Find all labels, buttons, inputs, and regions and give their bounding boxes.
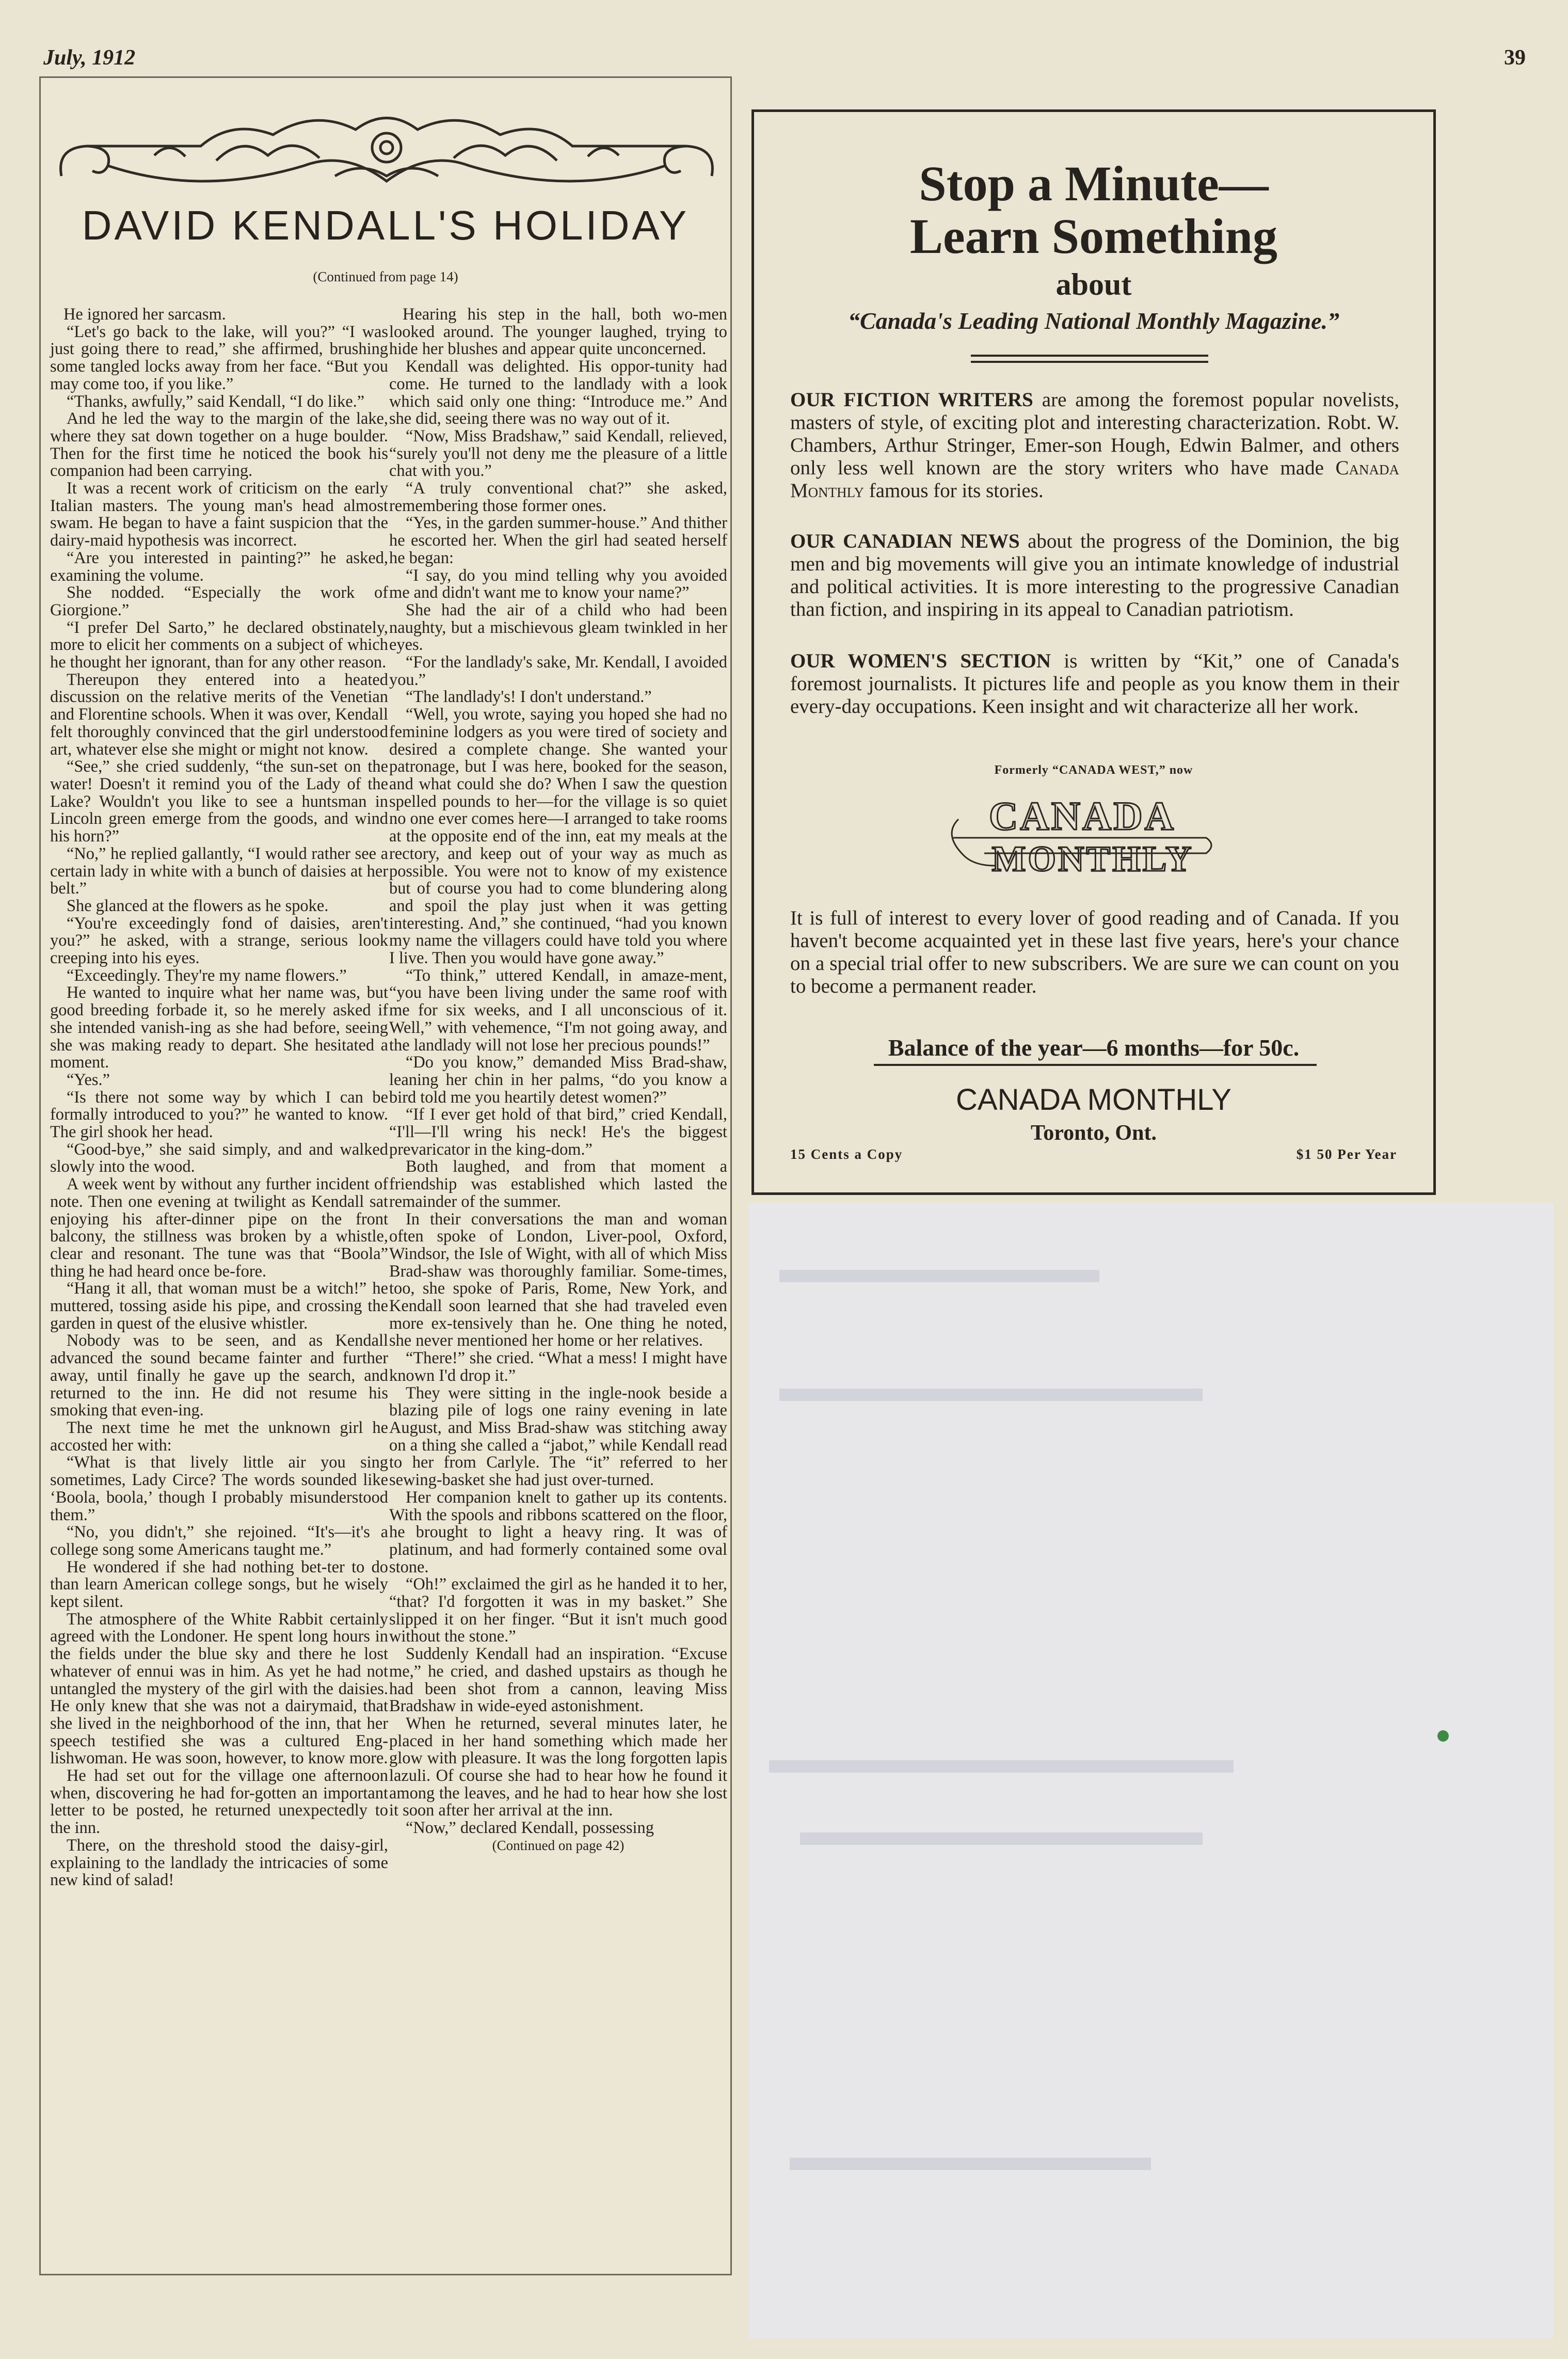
ad-headline (754, 157, 1433, 263)
canada-monthly-logo (938, 788, 1227, 886)
story-column-2 (389, 306, 727, 1855)
paragraph: When he returned, several minutes later, he placed in her hand something which made her glow with pleasure. It was the long forgotten lapis lazuli. Of course she had to hear how he found it among the leaves, and he had to hear how she lost it soon after her arrival at the inn. (389, 1714, 727, 1820)
svg-text:CANADA: CANADA (989, 793, 1176, 838)
price-per-copy: 15 Cents a Copy (790, 1146, 903, 1162)
page-number: 39 (1504, 46, 1526, 70)
price-per-year: $1 50 Per Year (1296, 1146, 1397, 1162)
ad-fiction-section: OUR FICTION WRITERS are among the foremost popular novelists, masters of style, of exciting plot and interesting characterization. Robt. W. Chambers, Arthur Stringer, Emer-son Hough, Edwin Balmer, and others only less well known are the story writers who have made Canada Monthly famous for its stories. (790, 389, 1399, 502)
bleed-through-band (779, 1270, 1099, 1282)
paragraph: “There!” she cried. “What a mess! I might have known I'd drop it.” (389, 1349, 727, 1385)
paragraph: “To think,” uttered Kendall, in amaze-ment, “you have been living under the same roof with me for six weeks, and I all unconscious of it. Well,” with vehemence, “I'm not going away, and the landlady will not lose her precious pounds!” (389, 966, 727, 1055)
ad-pitch: It is full of interest to every lover of good reading and of Canada. If you haven't become acquainted yet in these last five years, here's your chance on a special trial offer to new subscribers. We are sure we can count on you to become a permanent reader. (790, 907, 1399, 997)
paragraph: She nodded. “Especially the work of Giorgione.” (50, 583, 388, 619)
paragraph: “Now,” declared Kendall, possessing (406, 1819, 654, 1838)
paragraph: “No,” he replied gallantly, “I would rather see a certain lady in white with a bunch of daisies at her belt.” (50, 844, 388, 898)
paragraph: In their conversations the man and woman often spoke of London, Liver-pool, Oxford, Windsor, the Isle of Wight, with all of which Miss Brad-shaw was thoroughly familiar. Some-times, too, she spoke of Paris, Rome, New York, and Kendall soon learned that she had traveled even more ex-tensively than he. One thing he noted, she never mentioned her home or her relatives. (389, 1209, 727, 1350)
paragraph: They were sitting in the ingle-nook beside a blazing pile of logs one rainy evening in late August, and Miss Brad-shaw was stitching away on a thing she called a “jabot,” while Kendall read to her from Carlyle. The “it” referred to her sewing-basket she had just over-turned. (389, 1383, 727, 1490)
paragraph: “Thanks, awfully,” said Kendall, “I do like.” (67, 392, 365, 411)
ad-about: about (1055, 267, 1132, 301)
paragraph: “Hang it all, that woman must be a witch!” he muttered, tossing aside his pipe, and crossing the garden in quest of the elusive whistler. (50, 1279, 388, 1333)
paragraph: It was a recent work of criticism on the early Italian masters. The young man's head almost swam. He began to have a faint suspicion that the dairy-maid hypothesis was incorrect. (50, 479, 388, 550)
publisher-city: Toronto, Ont. (1031, 1121, 1157, 1145)
paragraph: “A truly conventional chat?” she asked, remembering those former ones. (389, 479, 727, 515)
paragraph: “The landlady's! I don't understand.” (406, 688, 652, 707)
continued-from: (Continued from page 14) (313, 269, 458, 284)
paragraph: “I prefer Del Sarto,” he declared obstinately, more to elicit her comments on a subject of which he thought her ignorant, than for any other reason. (50, 618, 388, 672)
paragraph: “Yes, in the garden summer-house.” And thither he escorted her. When the girl had seated herself he began: (389, 514, 727, 567)
bleed-through-band (800, 1832, 1203, 1845)
paragraph: “See,” she cried suddenly, “the sun-set on the water! Doesn't it remind you of the Lady of the Lake? Wouldn't you like to see a huntsman in Lincoln green emerge from the goods, and wind his horn?” (50, 757, 388, 846)
paragraph: “Are you interested in painting?” he asked, examining the volume. (50, 548, 388, 585)
canada-monthly-advertisement (751, 109, 1436, 1195)
paragraph: “If I ever get hold of that bird,” cried Kendall, “I'll—I'll wring his neck! He's the biggest prevaricator in the king-dom.” (389, 1105, 727, 1159)
bleed-through-band (779, 1389, 1203, 1401)
publisher-name: CANADA MONTHLY (956, 1083, 1231, 1117)
double-rule-top (971, 355, 1208, 357)
green-mark (1437, 1730, 1449, 1742)
paragraph: And he led the way to the margin of the lake, where they sat down together on a huge boulder. Then for the first time he noticed the book his companion had been carrying. (50, 409, 388, 481)
paragraph: The atmosphere of the White Rabbit certainly agreed with the Londoner. He spent long hours in the fields under the blue sky and there he lost whatever of ennui was in him. As yet he had not untangled the mystery of the girl with the daisies. He only knew that she was not a dairymaid, that she lived in the neighborhood of the inn, that her speech testified she was a cultured Eng-lishwoman. He was soon, however, to know more. (50, 1609, 388, 1768)
paragraph: Both laughed, and from that moment a friendship was established which lasted the remainder of the summer. (389, 1157, 727, 1211)
section-heading: OUR CANADIAN NEWS (790, 530, 1020, 552)
section-heading: OUR WOMEN'S SECTION (790, 650, 1051, 672)
trial-offer: Balance of the year—6 months—for 50c. (888, 1034, 1300, 1061)
paragraph: Suddenly Kendall had an inspiration. “Excuse me,” he cried, and dashed upstairs as though he had been shot from a cannon, leaving Miss Bradshaw in wide-eyed astonishment. (389, 1645, 727, 1716)
story-title: DAVID KENDALL'S HOLIDAY (82, 202, 690, 248)
paragraph: “Let's go back to the lake, will you?” “I was just going there to read,” she affirmed, brushing some tangled locks away from her face. “But you may come too, if you like.” (50, 322, 388, 393)
ad-magazine-tagline: “Canada's Leading National Monthly Magazine.” (847, 308, 1340, 334)
ad-womens-section: OUR WOMEN'S SECTION is written by “Kit,” one of Canada's foremost journalists. It pictures life and people as you know them in their every-day occupations. Keen insight and wit characterize all her work. (790, 650, 1399, 718)
paragraph: She glanced at the flowers as he spoke. (67, 896, 329, 915)
ad-news-section: OUR CANADIAN NEWS about the progress of the Dominion, the big men and big movements will give you an intimate knowledge of industrial and political activities. It is more interesting to the progressive Canadian than fiction, and inspiring in its appeal to Canadian patriotism. (790, 530, 1399, 620)
paragraph: “Is there not some way by which I can be formally introduced to you?” he wanted to know. The girl shook her head. (50, 1088, 388, 1142)
formerly-note: Formerly “CANADA WEST,” now (994, 763, 1193, 777)
ad-headline-line-1: Stop a Minute— (919, 156, 1269, 211)
svg-text:MONTHLY: MONTHLY (991, 839, 1194, 879)
paragraph: “Exceedingly. They're my name flowers.” (67, 966, 347, 985)
continued-on: (Continued on page 42) (492, 1837, 625, 1853)
story-frame (39, 76, 732, 2275)
paragraph: He ignored her sarcasm. (63, 305, 226, 324)
paragraph: “Oh!” exclaimed the girl as he handed it to her, “that? I'd forgotten it was in my basket.” She slipped it on her finger. “But it isn't much good without the stone.” (389, 1575, 727, 1646)
paragraph: There, on the threshold stood the daisy-girl, explaining to the landlady the intricacies of some new kind of salad! (50, 1836, 388, 1890)
story-column-1 (50, 306, 388, 1889)
paragraph: “I say, do you mind telling why you avoided me and didn't want me to know your name?” (389, 566, 727, 602)
paragraph: Hearing his step in the hall, both wo-men looked around. The younger laughed, trying to hide her blushes and appear quite unconcerned. (389, 305, 727, 359)
paragraph: The next time he met the unknown girl he accosted her with: (50, 1418, 388, 1455)
bleed-through-band (790, 2158, 1151, 2170)
paragraph: “Yes.” (67, 1070, 110, 1089)
paragraph: “No, you didn't,” she rejoined. “It's—it's a college song some Americans taught me.” (50, 1523, 388, 1559)
paragraph: He wondered if she had nothing bet-ter to do than learn American college songs, but he wisely kept silent. (50, 1557, 388, 1612)
paragraph: “Now, Miss Bradshaw,” said Kendall, relieved, “surely you'll not deny me the pleasure of a little chat with you.” (389, 426, 727, 481)
ad-headline-line-2: Learn Something (909, 209, 1278, 264)
paragraph: “Well, you wrote, saying you hoped she had no feminine lodgers as you were tired of society and desired a complete change. She wanted your patronage, but I was here, booked for the season, and what could she do? When I saw the question spelled pounds to her—for the village is so quiet no one ever comes here—I arranged to take rooms at the opposite end of the inn, eat my meals at the rectory, and keep out of your way as much as possible. You were not to know of my existence but of course you had to come blundering along and spoil the play just when it was getting interesting. And,” she continued, “had you known my name the villagers could have told you where I live. Then you would have gone away.” (389, 705, 727, 968)
underlying-scan-area (748, 1203, 1554, 2338)
paragraph: A week went by without any further incident of note. Then one evening at twilight as Kendall sat enjoying his after-dinner pipe on the front balcony, the stillness was broken by a whistle, clear and resonant. The tune was that “Boola” thing he had heard once be-fore. (50, 1175, 388, 1281)
paragraph: Thereupon they entered into a heated discussion on the relative merits of the Venetian and Florentine schools. When it was over, Kendall felt thoroughly convinced that the girl understood art, whatever else she might or might not know. (50, 670, 388, 759)
offer-underline (874, 1064, 1317, 1066)
paragraph: He had set out for the village one afternoon when, discovering he had for-gotten an important letter to be posted, he returned unexpectedly to the inn. (50, 1766, 388, 1838)
paragraph: Her companion knelt to gather up its contents. With the spools and ribbons scattered on the floor, he brought to light a heavy ring. It was of platinum, and had formerly contained some oval stone. (389, 1488, 727, 1576)
paragraph: “For the landlady's sake, Mr. Kendall, I avoided you.” (389, 653, 727, 689)
paragraph: “You're exceedingly fond of daisies, aren't you?” he asked, with a strange, serious look creeping into his eyes. (50, 914, 388, 968)
paragraph: “What is that lively little air you sing sometimes, Lady Circe? The words sounded like ‘Boola, boola,’ though I probably misunderstood them.” (50, 1453, 388, 1524)
paragraph: Kendall was delighted. His oppor-tunity had come. He turned to the landlady with a look which said only one thing: “Introduce me.” And she did, seeing there was no way out of it. (389, 357, 727, 428)
paragraph: He wanted to inquire what her name was, but good breeding forbade it, so he merely asked if she intended vanish-ing as she had before, seeing she was making ready to depart. She hesitated a moment. (50, 983, 388, 1072)
paragraph: “Good-bye,” she said simply, and and walked slowly into the wood. (50, 1140, 388, 1176)
section-heading: OUR FICTION WRITERS (790, 389, 1033, 411)
paragraph: She had the air of a child who had been naughty, but a mischievous gleam twinkled in her eyes. (389, 600, 727, 655)
paragraph: Nobody was to be seen, and as Kendall advanced the sound became fainter and further away, until finally he gave up the search, and returned to the inn. He did not resume his smoking that even-ing. (50, 1331, 388, 1420)
bleed-through-band (769, 1760, 1234, 1773)
double-rule-bottom (971, 361, 1208, 363)
paragraph: “Do you know,” demanded Miss Brad-shaw, leaning her chin in her palms, “do you know a bird told me you heartily detest women?” (389, 1053, 727, 1107)
issue-date: July, 1912 (43, 46, 136, 70)
